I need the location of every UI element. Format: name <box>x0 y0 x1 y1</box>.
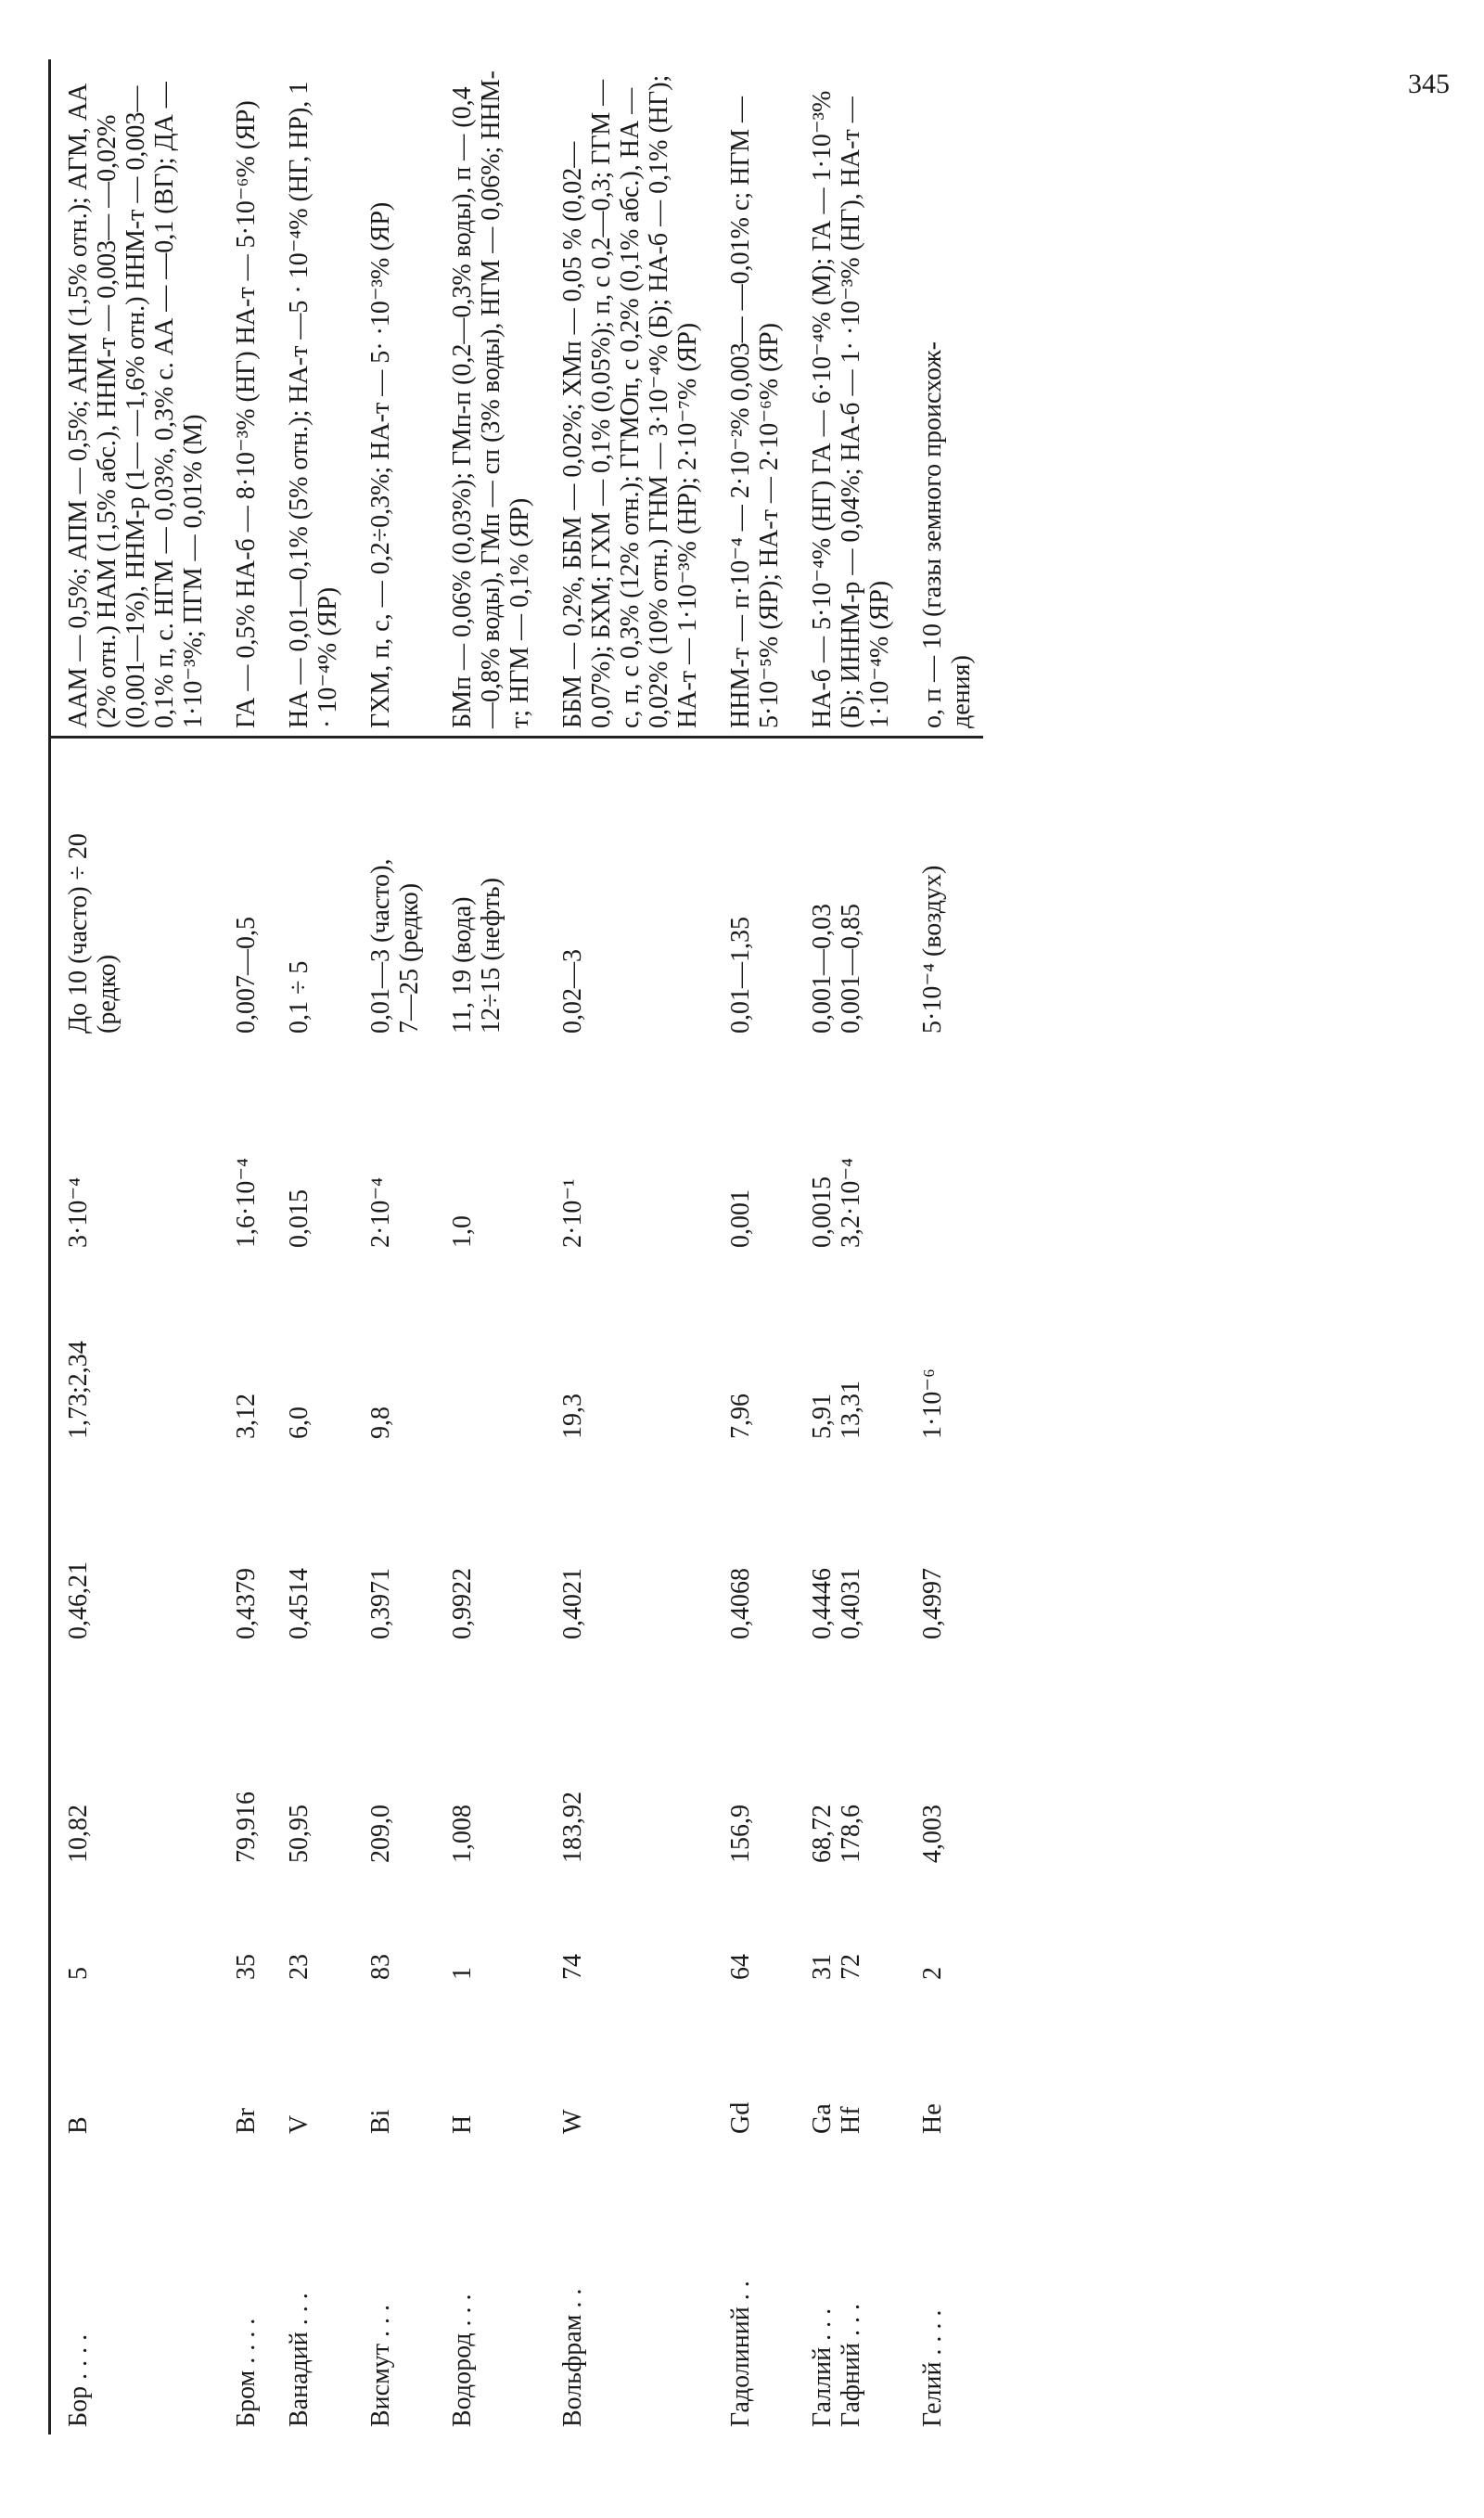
z-a-ratio-cell <box>784 1446 894 1647</box>
cell-text: 0,46,21 <box>64 1561 93 1639</box>
cell-text: 1 <box>448 1967 477 1980</box>
cell-text: о, п — 10 (газы земного происхож- <box>918 340 947 728</box>
atomic-number-cell <box>208 1870 261 1987</box>
density-cell <box>784 1255 894 1446</box>
density-cell <box>342 1255 424 1446</box>
page-number: 345 <box>1408 69 1450 99</box>
element-symbol-cell <box>261 1987 342 2141</box>
cell-text: 0,4379 <box>232 1568 261 1639</box>
cell-text: 35 <box>232 1954 261 1980</box>
cell-text: 2 <box>918 1967 947 1980</box>
cell-text: 0,4997 <box>918 1568 947 1639</box>
element-symbol-cell <box>208 1987 261 2141</box>
crust-abundance-cell <box>702 1041 784 1255</box>
cell-text: 3,12 <box>232 1394 261 1439</box>
atomic-number-cell <box>50 1870 209 1987</box>
cell-text: 31 <box>808 1954 837 1980</box>
analysis-methods-cell <box>424 59 534 738</box>
atomic-mass-cell <box>784 1647 894 1870</box>
element-symbol-cell <box>894 1987 983 2141</box>
table-row <box>784 59 894 2434</box>
cell-text: 64 <box>726 1954 755 1980</box>
cell-text: 74 <box>558 1954 587 1980</box>
crust-abundance-cell <box>894 1041 983 1255</box>
element-name-cell <box>784 2141 894 2434</box>
cell-text: 0,3971 <box>366 1568 395 1639</box>
cell-text: 10,82 <box>64 1805 93 1863</box>
cell-text: Br <box>232 2108 261 2134</box>
cell-text: W <box>558 2109 587 2134</box>
element-name-cell <box>208 2141 261 2434</box>
content-in-rocks-cell <box>784 738 894 1042</box>
crust-abundance-cell <box>534 1041 702 1255</box>
cell-text: 9,8 <box>366 1407 395 1439</box>
cell-text: 183,92 <box>558 1792 587 1863</box>
element-name-cell <box>534 2141 702 2434</box>
cell-text: 5,91 <box>808 1394 837 1439</box>
cell-text: ГХМ, п, с, — 0,2÷0,3%; НА-т — 5· ·10⁻³% (ЯР) <box>366 201 395 728</box>
element-name-cell <box>702 2141 784 2434</box>
atomic-number-cell <box>894 1870 983 1987</box>
cell-text: 2·10⁻⁴ <box>366 1177 395 1248</box>
density-cell <box>894 1255 983 1446</box>
analysis-methods-cell <box>534 59 702 738</box>
cell-text: B <box>64 2116 93 2134</box>
cell-text: 0,4514 <box>285 1568 313 1639</box>
cell-text: 19,3 <box>558 1394 587 1439</box>
atomic-mass-cell <box>424 1647 534 1870</box>
cell-text: НА — 0,01—0,1% (5% отн.); НА-т —5 · 10⁻⁴% (НГ, НР), 1 · 10⁻⁴% (ЯР) <box>285 81 342 728</box>
element-name-cell <box>342 2141 424 2434</box>
cell-text: 1,6·10⁻⁴ <box>232 1158 261 1248</box>
cell-text: Галлий . . . <box>808 2307 837 2427</box>
density-cell <box>261 1255 342 1446</box>
content-in-rocks-cell <box>424 738 534 1042</box>
cell-text: Bi <box>366 2109 395 2134</box>
cell-text: 0,001 <box>726 1189 755 1248</box>
elements-table <box>48 59 983 2434</box>
cell-text: НА-б — 5·10⁻⁴% (НГ) ГА — 6·10⁻⁴% (М); ГА — 1·10⁻³% (Б); ИННМ-р — 0,04%; НА-б — 1· ·10⁻³% (НГ), НА-т — 1·10⁻⁴% (ЯР) <box>808 90 894 728</box>
cell-text: He <box>918 2103 947 2134</box>
atomic-number-cell <box>342 1870 424 1987</box>
crust-abundance-cell <box>50 1041 209 1255</box>
atomic-mass-cell <box>342 1647 424 1870</box>
crust-abundance-cell <box>342 1041 424 1255</box>
cell-text: Вольфрам . . <box>558 2288 587 2427</box>
density-cell <box>208 1255 261 1446</box>
cell-text: ННМ-т — п·10⁻⁴ — 2·10⁻²% 0,003— —0,01% с; НГМ — 5·10⁻⁵% (ЯР); НА-т — 2·10⁻⁶% (ЯР) <box>726 96 784 728</box>
table-row <box>261 59 342 2434</box>
z-a-ratio-cell <box>261 1446 342 1647</box>
z-a-ratio-cell <box>424 1446 534 1647</box>
cell-text: Висмут . . . <box>366 2304 395 2427</box>
analysis-methods-cell <box>894 59 983 738</box>
table-row <box>208 59 261 2434</box>
cell-text: ГА — 0,5% НА-б — 8·10⁻³% (НГ) НА-т — 5·10⁻⁶% (ЯР) <box>232 100 261 728</box>
atomic-mass-cell <box>261 1647 342 1870</box>
z-a-ratio-cell <box>342 1446 424 1647</box>
element-name-cell <box>50 2141 209 2434</box>
cell-text: 23 <box>285 1954 313 1980</box>
cell-text: 13,31 <box>837 1381 865 1439</box>
analysis-methods-cell <box>702 59 784 738</box>
density-cell <box>424 1255 534 1446</box>
cell-text: 72 <box>837 1954 865 1980</box>
atomic-mass-cell <box>534 1647 702 1870</box>
cell-text: 4,003 <box>918 1805 947 1863</box>
cell-text: Гелий . . . . <box>918 2309 947 2427</box>
z-a-ratio-cell <box>894 1446 983 1647</box>
cell-text: Гадолиний . . <box>726 2280 755 2427</box>
z-a-ratio-cell <box>702 1446 784 1647</box>
content-in-rocks-cell <box>534 738 702 1042</box>
cell-text: Бром . . . . <box>232 2318 261 2427</box>
cell-text: 6,0 <box>285 1407 313 1439</box>
cell-text: 5 <box>64 1967 93 1980</box>
cell-text: 0,02—3 <box>558 949 587 1034</box>
table-row <box>894 59 983 2434</box>
cell-text: 0,001—0,85 <box>837 904 865 1034</box>
crust-abundance-cell <box>261 1041 342 1255</box>
cell-text: 83 <box>366 1954 395 1980</box>
content-in-rocks-cell <box>342 738 424 1042</box>
cell-text: 0,001—0,03 <box>808 904 837 1034</box>
atomic-number-cell <box>534 1870 702 1987</box>
content-in-rocks-cell <box>702 738 784 1042</box>
table-row <box>534 59 702 2434</box>
crust-abundance-cell <box>208 1041 261 1255</box>
analysis-methods-cell <box>261 59 342 738</box>
cell-text: 1,73;2,34 <box>64 1341 93 1439</box>
table-row <box>424 59 534 2434</box>
cell-text: Ванадий . . . <box>285 2293 313 2427</box>
cell-text: До 10 (часто) ÷ 20 <box>64 833 93 1034</box>
cell-text: 0,4031 <box>837 1568 865 1639</box>
cell-text: Ga <box>808 2103 837 2134</box>
element-symbol-cell <box>50 1987 209 2141</box>
cell-text: Гафний . . . <box>837 2303 865 2427</box>
element-symbol-cell <box>534 1987 702 2141</box>
cell-text: 1,008 <box>448 1805 477 1863</box>
element-name-cell <box>261 2141 342 2434</box>
atomic-mass-cell <box>50 1647 209 1870</box>
content-in-rocks-cell <box>894 738 983 1042</box>
atomic-number-cell <box>784 1870 894 1987</box>
cell-text: 1,0 <box>448 1215 477 1248</box>
cell-text: 7,96 <box>726 1394 755 1439</box>
atomic-number-cell <box>702 1870 784 1987</box>
cell-text: 11, 19 (вода) <box>448 896 477 1034</box>
cell-text: 68,72 <box>808 1805 837 1863</box>
table-row <box>702 59 784 2434</box>
cell-text: 79,916 <box>232 1792 261 1863</box>
atomic-mass-cell <box>208 1647 261 1870</box>
cell-text: 0,9922 <box>448 1568 477 1639</box>
cell-text: 50,95 <box>285 1805 313 1863</box>
content-in-rocks-cell <box>261 738 342 1042</box>
cell-text: H <box>448 2114 477 2134</box>
element-symbol-cell <box>702 1987 784 2141</box>
atomic-number-cell <box>261 1870 342 1987</box>
table-row <box>342 59 424 2434</box>
cell-text: 0,4068 <box>726 1568 755 1639</box>
cell-text: (редко) <box>93 954 122 1034</box>
atomic-number-cell <box>424 1870 534 1987</box>
content-in-rocks-cell <box>208 738 261 1042</box>
z-a-ratio-cell <box>50 1446 209 1647</box>
cell-text: Gd <box>726 2101 755 2134</box>
cell-text: 0,01—3 (часто), <box>366 858 395 1034</box>
cell-text: 178,6 <box>837 1805 865 1863</box>
cell-text: 1·10⁻⁶ <box>918 1368 947 1439</box>
cell-text: 7—25 (редко) <box>395 882 424 1034</box>
cell-text: Hf <box>837 2106 865 2134</box>
element-name-cell <box>424 2141 534 2434</box>
density-cell <box>534 1255 702 1446</box>
cell-text: 5·10⁻⁴ (воздух) <box>918 865 947 1034</box>
cell-text: 0,4446 <box>808 1568 837 1639</box>
analysis-methods-cell <box>50 59 209 738</box>
cell-text: 2·10⁻¹ <box>558 1178 587 1248</box>
element-symbol-cell <box>424 1987 534 2141</box>
cell-text: дения) <box>947 655 976 728</box>
cell-text: 209,0 <box>366 1805 395 1863</box>
analysis-methods-cell <box>784 59 894 738</box>
cell-text: БМп — 0,06% (0,03%); ГМп-п (0,2—0,3% воды), п — (0,4—0,8% воды), ГМп — сп (3% воды), НГМ — 0,06%; ННМ-т; НГМ — 0,1% (ЯР) <box>448 71 534 728</box>
cell-text: ББМ — 0,2%, ББМ — 0,02%; ХМп — 0,05 % (0,02—0,07%); БХМ; ГХМ — 0,1% (0,05%); п, с 0,2—0,3; ГГМ — с, п, с 0,3% (12% отн.); ГГМОп, с 0,2% (0,1% абс.), НА — 0,02% (10% отн.) ГНМ — 3·10⁻⁴% (Б); НА-б — 0,1% (НГ); НА-т — 1·10⁻³% (НР); 2·10⁻⁷% (ЯР) <box>558 74 702 728</box>
element-symbol-cell <box>342 1987 424 2141</box>
cell-text: 12÷15 (нефть) <box>477 878 505 1034</box>
cell-text: 0,015 <box>285 1189 313 1248</box>
z-a-ratio-cell <box>208 1446 261 1647</box>
element-symbol-cell <box>784 1987 894 2141</box>
cell-text: 0,4021 <box>558 1568 587 1639</box>
cell-text: Водород . . . <box>448 2293 477 2427</box>
elements-table-body <box>50 59 984 2434</box>
content-in-rocks-cell <box>50 738 209 1042</box>
crust-abundance-cell <box>784 1041 894 1255</box>
atomic-mass-cell <box>702 1647 784 1870</box>
cell-text: 0,0015 <box>808 1176 837 1248</box>
table-row <box>50 59 209 2434</box>
cell-text: Бор . . . . <box>64 2333 93 2427</box>
cell-text: V <box>285 2114 313 2134</box>
atomic-mass-cell <box>894 1647 983 1870</box>
cell-text: 3·10⁻⁴ <box>64 1177 93 1248</box>
analysis-methods-cell <box>208 59 261 738</box>
z-a-ratio-cell <box>534 1446 702 1647</box>
cell-text: 0,01—1,35 <box>726 917 755 1034</box>
density-cell <box>50 1255 209 1446</box>
analysis-methods-cell <box>342 59 424 738</box>
density-cell <box>702 1255 784 1446</box>
crust-abundance-cell <box>424 1041 534 1255</box>
cell-text: 3,2·10⁻⁴ <box>837 1158 865 1248</box>
cell-text: 0,007—0,5 <box>232 917 261 1034</box>
cell-text: ААМ — 0,5%; АПМ — 0,5%; АНМ (1,5% отн.); АГМ, АА (2% отн.) НАМ (1,5% абс.), ННМ-т — 0,003— —0,02% (0,001—1%), ННМ-р (1— —1,6% отн.) ННМ-т — 0,003—0,1% п, с. НГМ — 0,03%, 0,3% с. АА — —0,1 (ВГ); ДА — 1·10⁻³%; ПГМ — 0,01% (М) <box>64 82 208 728</box>
element-name-cell <box>894 2141 983 2434</box>
cell-text: 156,9 <box>726 1805 755 1863</box>
cell-text: 0,1 ÷ 5 <box>285 960 313 1034</box>
